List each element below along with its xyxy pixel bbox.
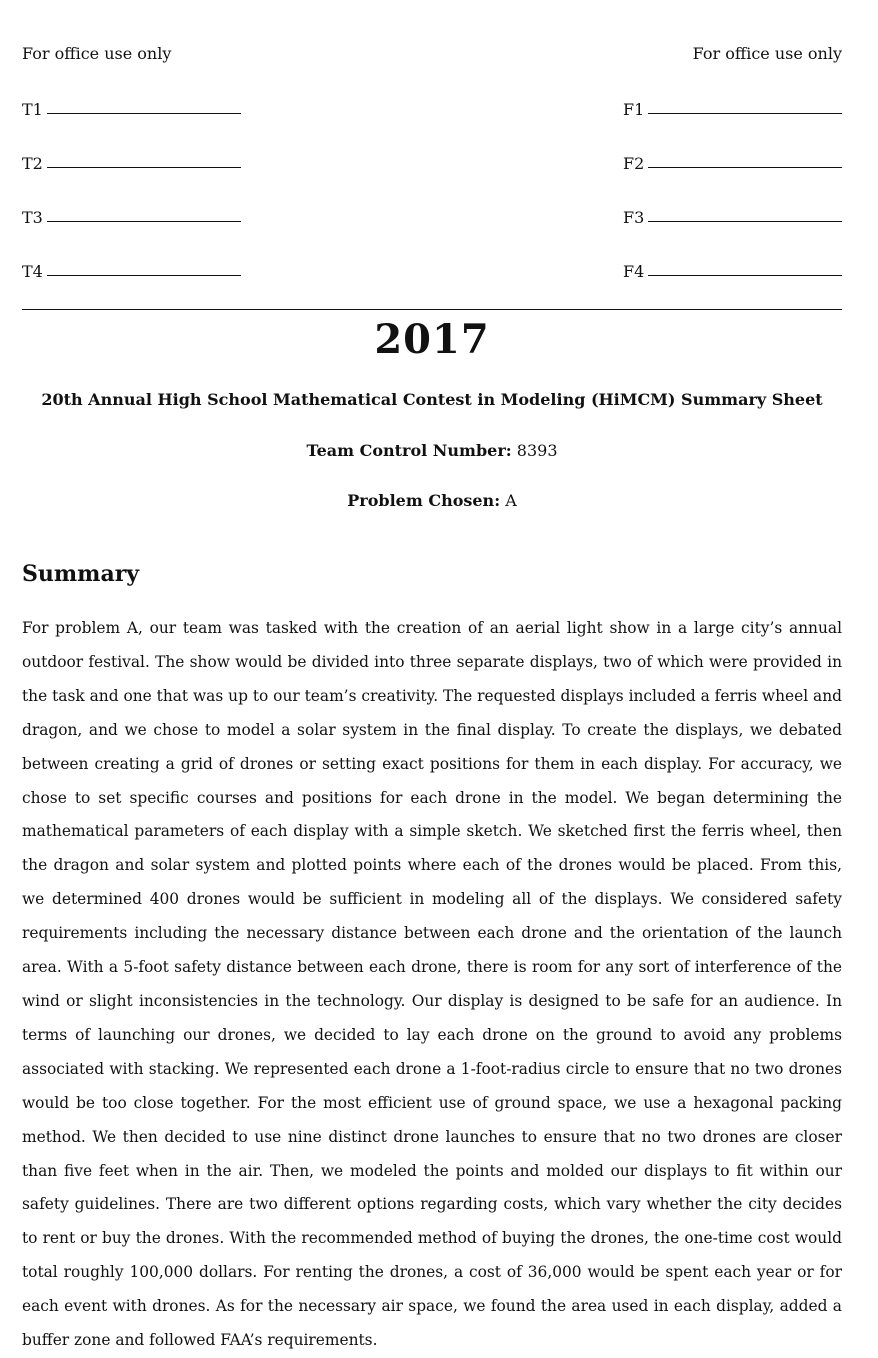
problem-chosen [22, 491, 842, 510]
field-f1 [623, 98, 843, 152]
field-label: T4 [22, 262, 43, 281]
blank-line [47, 167, 241, 168]
blank-line [648, 275, 842, 276]
contest-year: 2017 [374, 316, 490, 363]
blank-line [648, 167, 842, 168]
summary-sheet-page [22, 0, 842, 1350]
blank-line [648, 113, 842, 114]
field-f3 [623, 206, 843, 260]
office-use-label-right: For office use only [692, 44, 842, 63]
judge-fields-left [22, 98, 242, 314]
summary-heading: Summary [22, 561, 140, 587]
field-label: T3 [22, 208, 43, 227]
field-label: T1 [22, 100, 43, 119]
field-label: F3 [623, 208, 645, 227]
blank-line [47, 113, 241, 114]
contest-title: 20th Annual High School Mathematical Contest in Modeling (HiMCM) Summary Sheet [41, 390, 823, 409]
field-label: T2 [22, 154, 43, 173]
office-use-header [22, 44, 842, 64]
field-f2 [623, 152, 843, 206]
team-control-label: Team Control Number: [306, 441, 512, 460]
blank-line [47, 275, 241, 276]
blank-line [648, 221, 842, 222]
problem-chosen-label: Problem Chosen: [347, 491, 501, 510]
field-label: F2 [623, 154, 645, 173]
field-t1 [22, 98, 242, 152]
team-control-value: 8393 [516, 441, 558, 460]
problem-chosen-value: A [505, 491, 517, 510]
office-use-label-left: For office use only [22, 44, 172, 63]
judge-fields-right [623, 98, 843, 314]
field-t4 [22, 260, 242, 314]
team-control-number [22, 441, 842, 460]
field-t2 [22, 152, 242, 206]
summary-paragraph: For problem A, our team was tasked with the creation of an aerial light show in a large city’s annual outdoor festival. The show would be divided into three separate displays, two of which were provided in the task and one that was up to our team’s creativity. The requested displays included a ferris wheel and dragon, and we chose to model a solar system in the final display. To create the displays, we debated between creating a grid of drones or setting exact positions for them in each display. For accuracy, we chose to set specific courses and positions for each drone in the model. We began determining the mathematical parameters of each display with a simple sketch. We sketched first the ferris wheel, then the dragon and solar system and plotted points where each of the drones would be placed. From this, we determined 400 drones would be sufficient in modeling all of the displays. We considered safety requirements including the necessary distance between each drone and the orientation of the launch area. With a 5-foot safety distance between each drone, there is room for any sort of interference of the wind or slight inconsistencies in the technology. Our display is designed to be safe for an audience. In terms of launching our drones, we decided to lay each drone on the ground to avoid any problems associated with stacking. We represented each drone a 1-foot-radius circle to ensure that no two drones would be too close together. For the most efficient use of ground space, we use a hexagonal packing method. We then decided to use nine distinct drone launches to ensure that no two drones are closer than five feet when in the air. Then, we modeled the points and molded our displays to fit within our safety guidelines. There are two different options regarding costs, which vary whether the city decides to rent or buy the drones. With the recommended method of buying the drones, the one-time cost would total roughly 100,000 dollars. For renting the drones, a cost of 36,000 would be spent each year or for each event with drones. As for the necessary air space, we found the area used in each display, added a buffer zone and followed FAA’s requirements. [22, 619, 842, 1350]
blank-line [47, 221, 241, 222]
horizontal-divider [22, 309, 842, 310]
field-f4 [623, 260, 843, 314]
field-label: F4 [623, 262, 645, 281]
field-t3 [22, 206, 242, 260]
field-label: F1 [623, 100, 645, 119]
